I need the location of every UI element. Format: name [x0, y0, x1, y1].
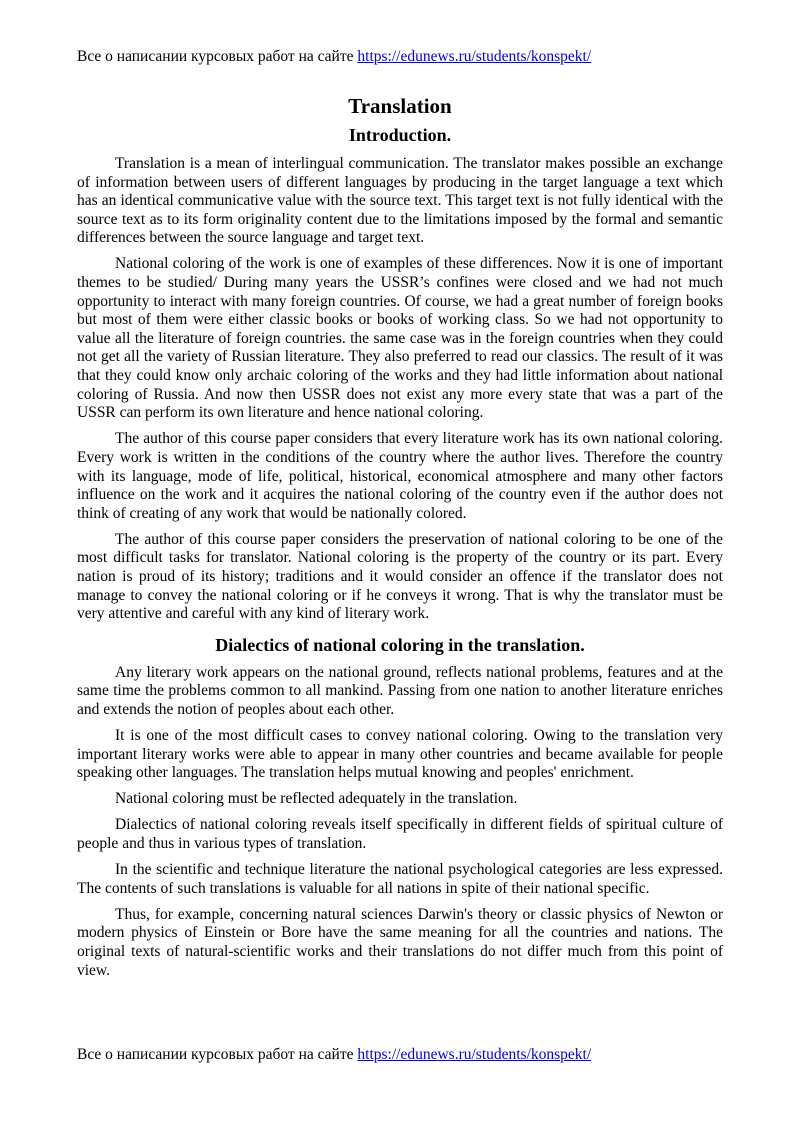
dialectics-heading: Dialectics of national coloring in the translation.: [215, 634, 585, 655]
footer-text: Все о написании курсовых работ на сайте: [77, 1046, 358, 1063]
dialectics-paragraph: Thus, for example, concerning natural sciences Darwin's theory or classic physics of Newton or modern physics of Einstein or Bore have the same meaning for all the countries and nations. The original texts of natural-scientific works and their translations do not differ much from this point of view.: [77, 905, 723, 979]
dialectics-paragraph: It is one of the most difficult cases to convey national coloring. Owing to the translation very important literary works were able to appear in many other countries and became available for people speaking other languages. The translation helps mutual knowing and peoples' enrichment.: [77, 727, 723, 782]
header-link[interactable]: https://edunews.ru/students/konspekt/: [357, 48, 592, 65]
document-title: Translation: [348, 94, 452, 118]
document-body: [77, 93, 723, 988]
header-text: Все о написании курсовых работ на сайте: [77, 48, 358, 65]
dialectics-paragraph: In the scientific and technique literature the national psychological categories are less expressed. The contents of such translations is valuable for all nations in spite of their national specific.: [77, 861, 723, 897]
page-header: [77, 47, 591, 67]
intro-paragraph: The author of this course paper considers the preservation of national coloring to be one of the most difficult tasks for translator. National coloring is the property of the country or its part. Every nation is proud of its history; traditions and it would consider an offence if the translator does not manage to convey the national coloring or if he conveys it wrong. That is why the translator must be very attentive and careful with any kind of literary work.: [77, 530, 723, 623]
dialectics-paragraph: Dialectics of national coloring reveals itself specifically in different fields of spiritual culture of people and thus in various types of translation.: [77, 816, 723, 852]
page-footer: [77, 1045, 591, 1065]
dialectics-paragraph: National coloring must be reflected adequately in the translation.: [115, 790, 518, 808]
intro-paragraph: National coloring of the work is one of examples of these differences. Now it is one of important themes to be studied/ During many years the USSR’s confines were closed and we had not much opportunity to interact with many foreign countries. Of course, we had a great number of foreign books but most of them were either classic books or books of working class. So we had not opportunity to value all the literature of foreign countries. the same case was in the foreign countries when they could not get all the variety of Russian literature. They also preferred to read our classics. The result of it was that they could know only archaic coloring of the works and they had little information about national coloring of Russia. And now then USSR does not exist any more every state that was a part of the USSR can perform its own literature and hence national coloring.: [77, 255, 723, 422]
dialectics-paragraph: Any literary work appears on the national ground, reflects national problems, features and at the same time the problems common to all mankind. Passing from one nation to another literature enriches and extends the notion of peoples about each other.: [77, 663, 723, 718]
intro-paragraph: Translation is a mean of interlingual communication. The translator makes possible an exchange of information between users of different languages by producing in the target language a text which has an identical communicative value with the source text. This target text is not fully identical with the source text as to its form originality content due to the limitations imposed by the formal and semantic differences between the source language and target text.: [77, 155, 723, 247]
intro-paragraph: The author of this course paper considers that every literature work has its own national coloring. Every work is written in the conditions of the country where the author lives. Therefore the country with its language, mode of life, political, historical, economical atmosphere and many other factors influence on the work and it acquires the national coloring of the country even if the author does not think of creating of any work that would be nationally colored.: [77, 430, 723, 522]
footer-link[interactable]: https://edunews.ru/students/konspekt/: [357, 1046, 592, 1063]
introduction-heading: Introduction.: [348, 125, 452, 145]
